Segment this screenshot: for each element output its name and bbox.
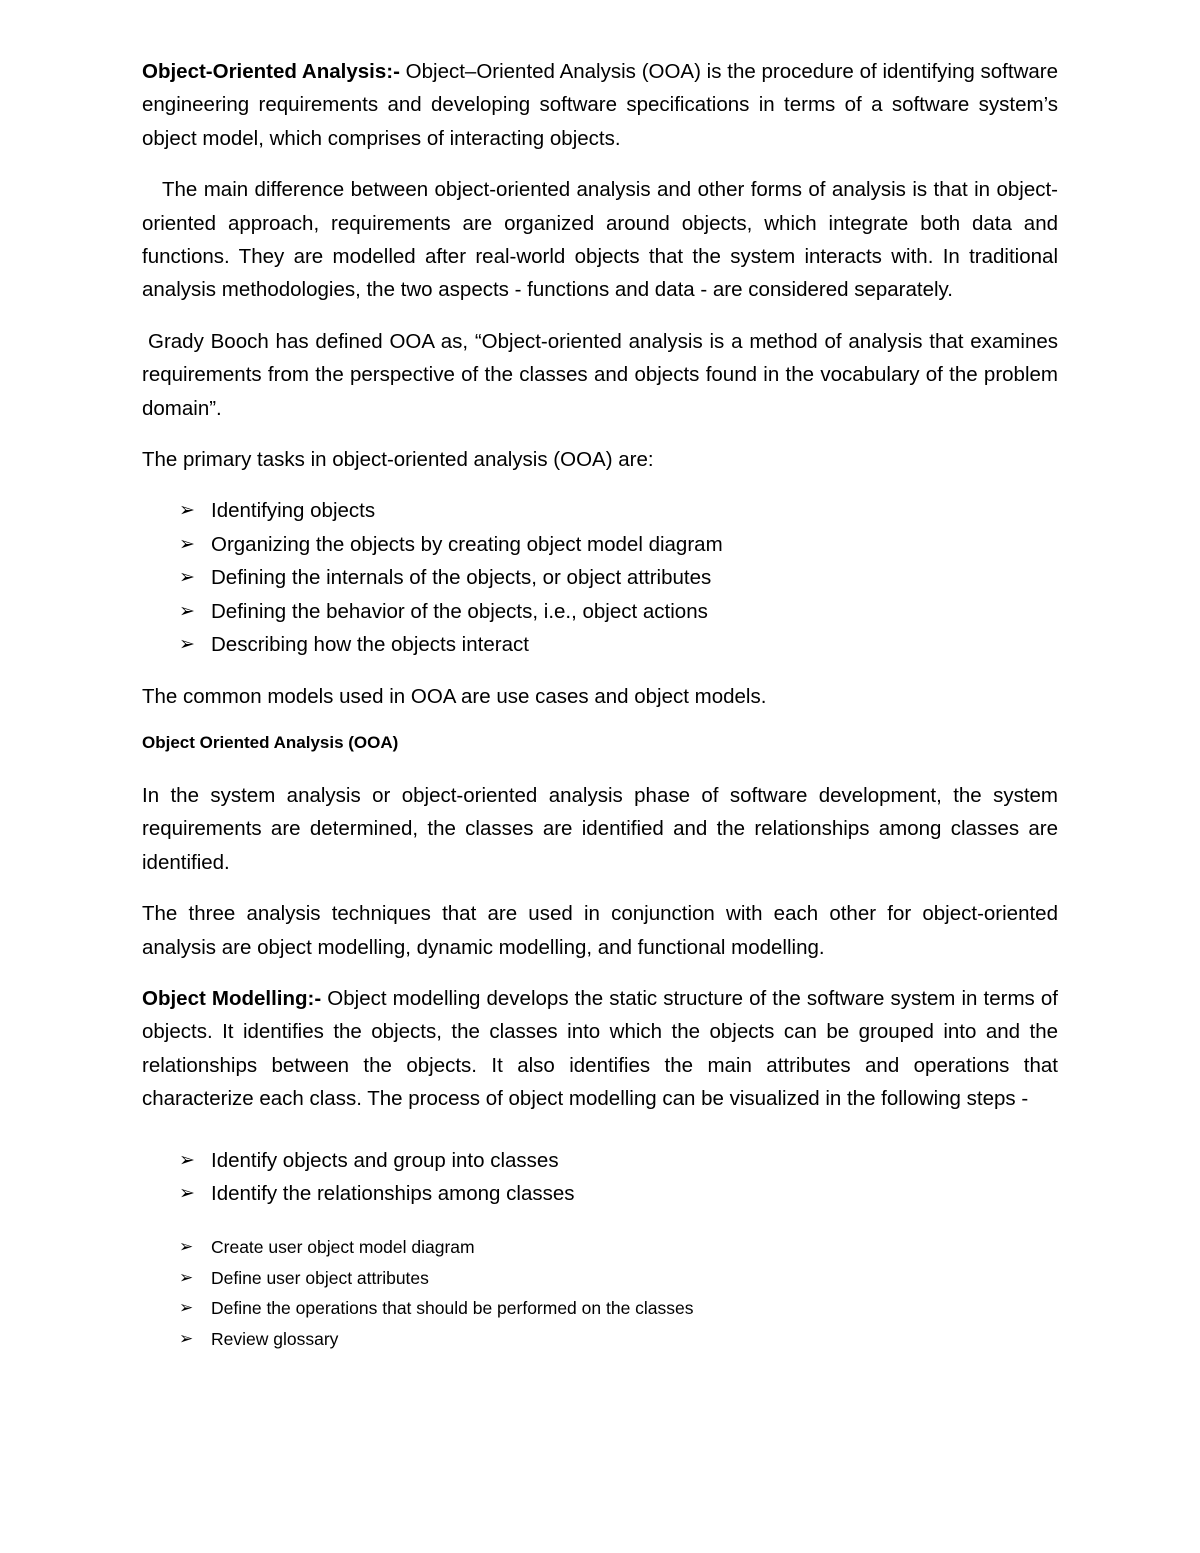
list-item [179, 494, 1058, 527]
list-item [179, 1144, 1058, 1177]
paragraph-system-analysis: In the system analysis or object-oriented analysis phase of software development, the system requirements are determined, the classes are identified and the relationships among classes are identified. [142, 783, 1058, 874]
arrow-bullet-icon: ➢ [179, 500, 195, 522]
term-object-oriented-analysis: Object-Oriented Analysis:- [142, 60, 400, 83]
paragraph-three-techniques: The three analysis techniques that are used in conjunction with each other for object-oriented analysis are object modelling, dynamic modelling, and functional modelling. [142, 902, 1058, 959]
list-item-text: Identify objects and group into classes [211, 1148, 559, 1172]
arrow-bullet-icon: ➢ [179, 1149, 195, 1171]
list-item [179, 1232, 1058, 1263]
list-item-text: Defining the behavior of the objects, i.e., object actions [211, 599, 708, 623]
term-object-modelling: Object Modelling:- [142, 986, 322, 1010]
list-item [179, 595, 1058, 628]
list-item-text: Define the operations that should be performed on the classes [211, 1298, 694, 1319]
list-item [179, 528, 1058, 561]
paragraph-ooa-definition [142, 55, 1058, 155]
list-item-text: Describing how the objects interact [211, 633, 529, 657]
list-item-text: Identifying objects [211, 499, 376, 523]
primary-tasks-list [142, 494, 1058, 661]
object-modelling-steps-list [142, 1144, 1058, 1211]
list-item-text: Identify the relationships among classes [211, 1181, 575, 1205]
list-item-text: Defining the internals of the objects, or object attributes [211, 566, 712, 590]
list-item [179, 1177, 1058, 1210]
arrow-bullet-icon: ➢ [179, 600, 195, 622]
arrow-bullet-icon: ➢ [179, 533, 195, 555]
object-modelling-text: Object modelling develops the static structure of the software system in terms of objects. It identifies the objects, the classes into which the objects can be grouped into and the relationships between the objects. It also identifies the main attributes and operations that characterize each class. The process of object modelling can be visualized in the following steps - [142, 986, 1058, 1111]
object-modelling-substeps-list [142, 1232, 1058, 1354]
arrow-bullet-icon: ➢ [179, 1298, 194, 1318]
list-item-text: Review glossary [211, 1328, 339, 1349]
paragraph-main-difference: The main difference between object-oriented analysis and other forms of analysis is that in object-oriented approach, requirements are organized around objects, which integrate both data and functions. They are modelled after real-world objects that the system interacts with. In traditional analysis methodologies, the two aspects - functions and data - are considered separately. [142, 178, 1058, 302]
list-item [179, 628, 1058, 661]
list-item [179, 1324, 1058, 1355]
section-heading-ooa: Object Oriented Analysis (OOA) [142, 732, 399, 752]
list-item [179, 1293, 1058, 1324]
arrow-bullet-icon: ➢ [179, 567, 195, 589]
arrow-bullet-icon: ➢ [179, 1328, 194, 1348]
arrow-bullet-icon: ➢ [179, 634, 195, 656]
list-item [179, 1263, 1058, 1294]
list-item-text: Organizing the objects by creating object model diagram [211, 532, 723, 556]
arrow-bullet-icon: ➢ [179, 1267, 194, 1287]
definition-text: Object–Oriented Analysis (OOA) is the procedure of identifying software engineering requirements and developing software specifications in terms of a software system’s object model, which comprises of interacting objects. [142, 60, 1059, 150]
arrow-bullet-icon: ➢ [179, 1237, 194, 1257]
arrow-bullet-icon: ➢ [179, 1182, 195, 1204]
document-page [142, 55, 1058, 1354]
paragraph-primary-tasks-intro: The primary tasks in object-oriented analysis (OOA) are: [142, 448, 654, 472]
paragraph-object-modelling [142, 982, 1058, 1116]
paragraph-common-models: The common models used in OOA are use cases and object models. [142, 684, 767, 708]
list-item-text: Create user object model diagram [211, 1237, 475, 1258]
list-item-text: Define user object attributes [211, 1267, 429, 1288]
list-item [179, 561, 1058, 594]
paragraph-grady-booch-quote: Grady Booch has defined OOA as, “Object-oriented analysis is a method of analysis that examines requirements from the perspective of the classes and objects found in the vocabulary of the problem domain”. [142, 329, 1058, 420]
